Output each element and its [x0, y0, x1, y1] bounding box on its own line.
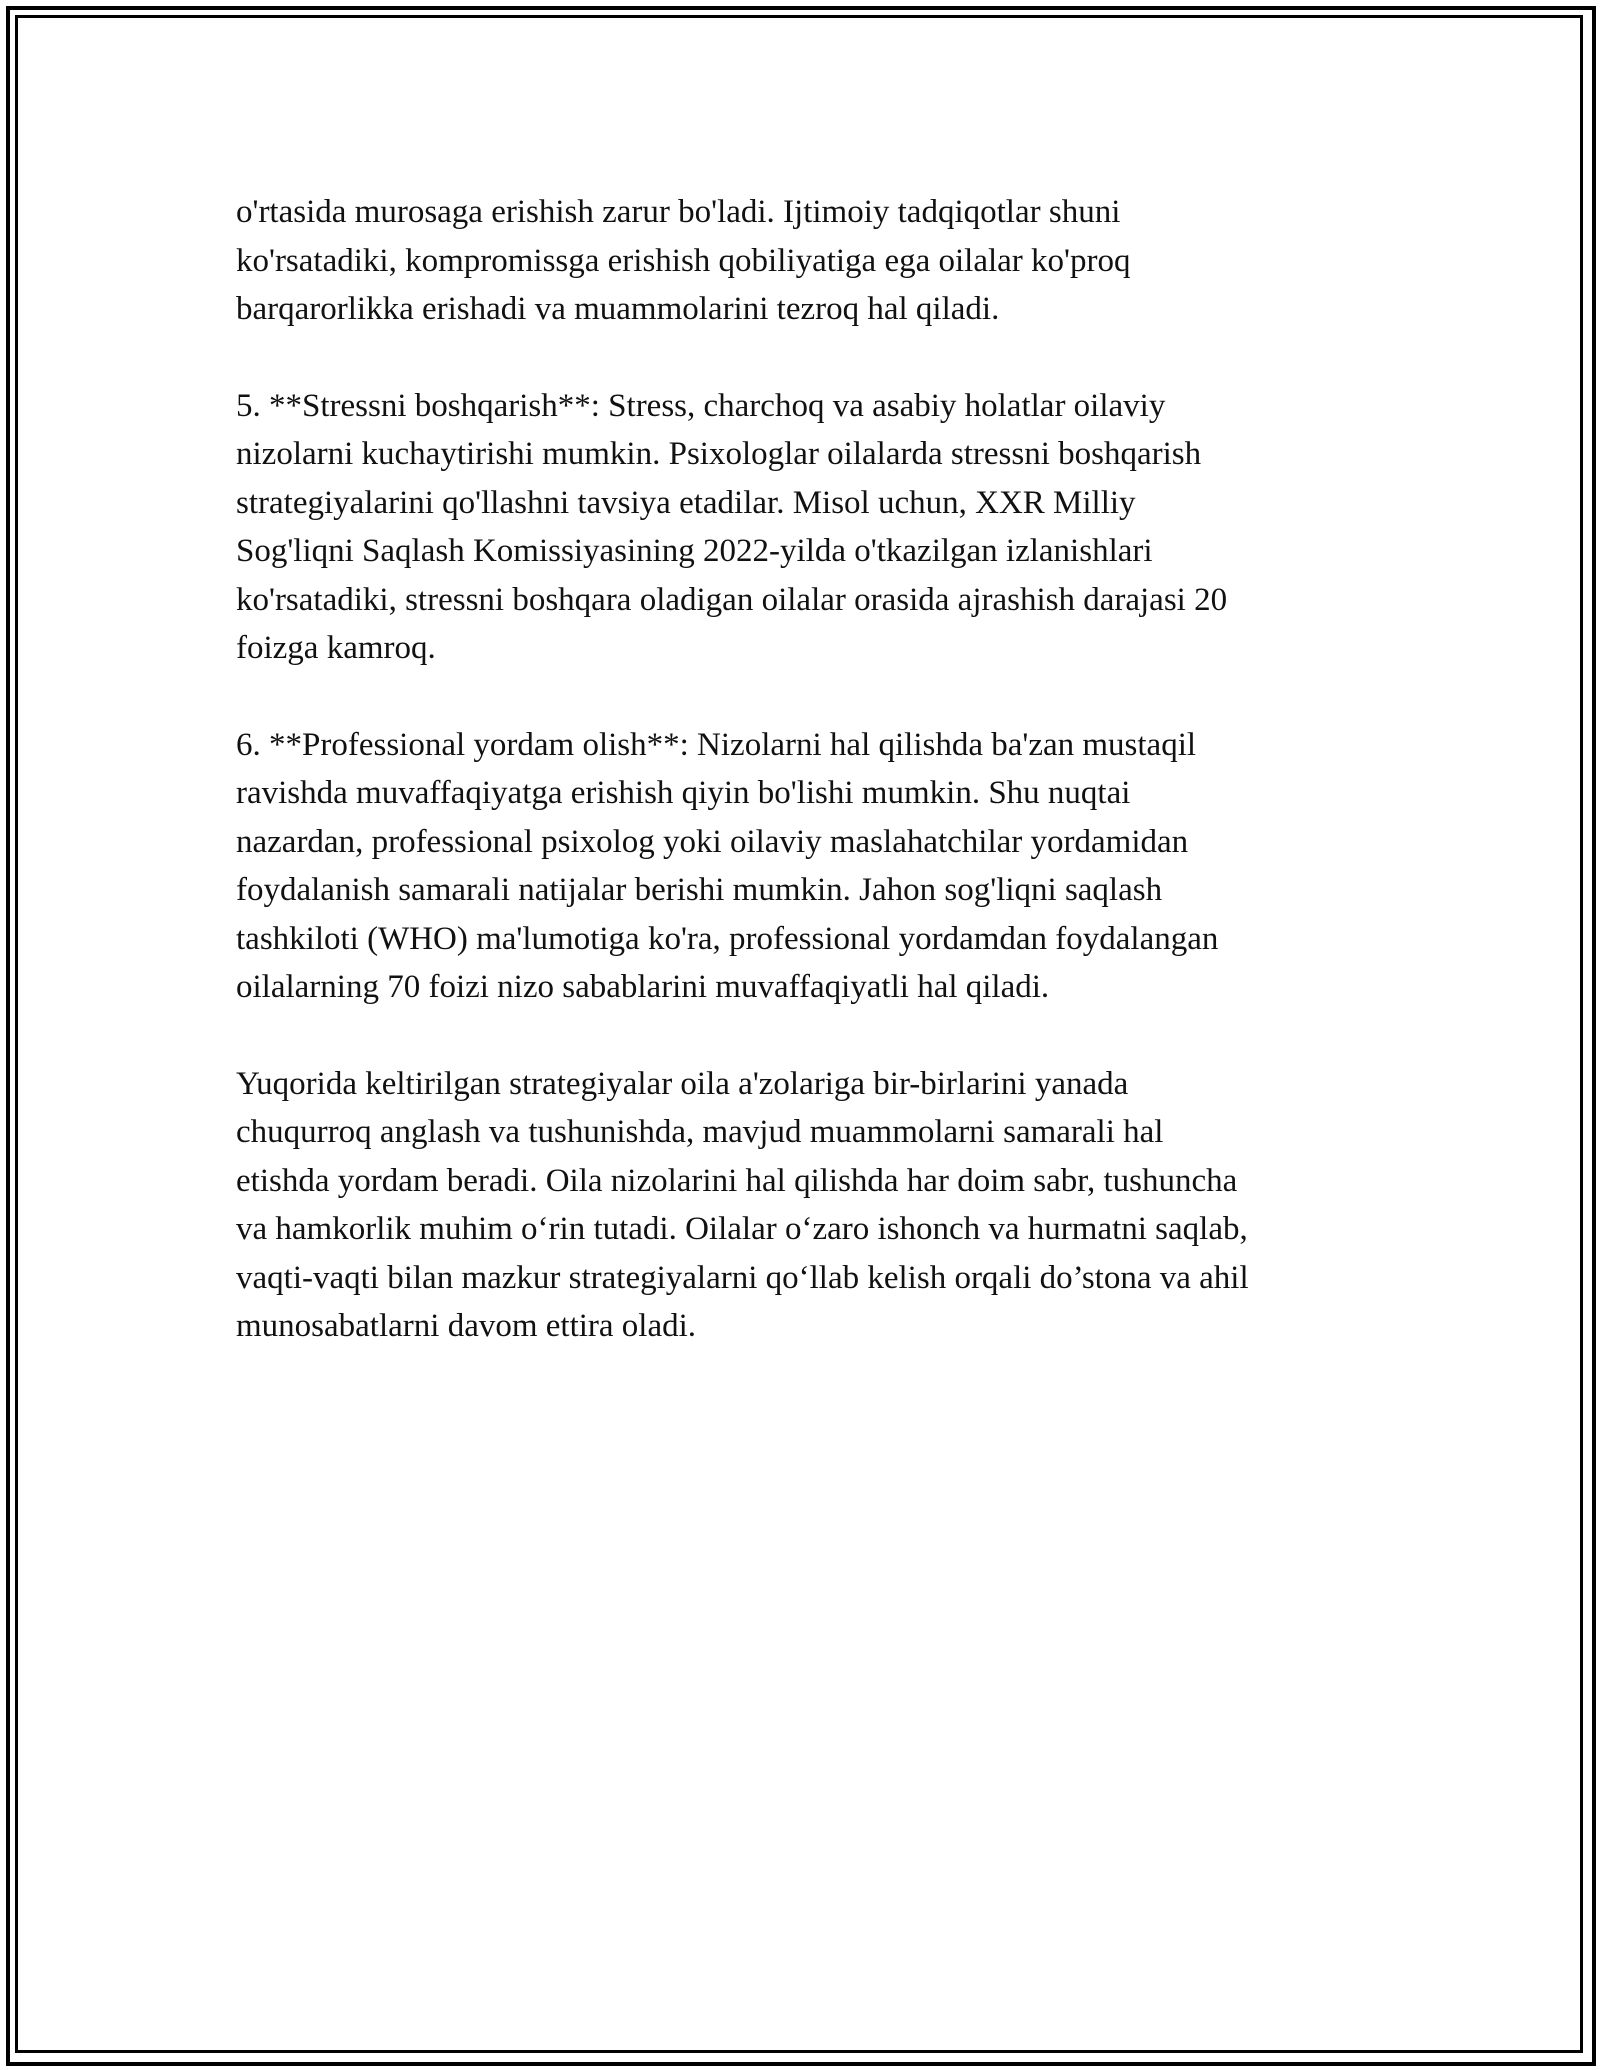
- text-line: nizolarni kuchaytirishi mumkin. Psixologlar oilalarda stressni boshqarish: [236, 436, 1202, 472]
- text-line: oilalarning 70 foizi nizo sabablarini muvaffaqiyatli hal qiladi.: [236, 969, 1050, 1005]
- text-line: foizga kamroq.: [236, 630, 436, 666]
- text-line: va hamkorlik muhim o‘rin tutadi. Oilalar o‘zaro ishonch va hurmatni saqlab,: [236, 1211, 1248, 1247]
- text-line: 6. **Professional yordam olish**: Nizolarni hal qilishda ba'zan mustaqil: [236, 726, 1197, 763]
- text-line: nazardan, professional psixolog yoki oilaviy maslahatchilar yordamidan: [236, 823, 1189, 860]
- document-body: [236, 188, 1366, 1399]
- text-line: Yuqorida keltirilgan strategiyalar oila a'zolariga bir-birlarini yanada: [236, 1065, 1129, 1102]
- text-line: barqarorlikka erishadi va muammolarini tezroq hal qiladi.: [236, 291, 1000, 327]
- paragraph-professional-help: [236, 721, 1366, 1012]
- text-line: 5. **Stressni boshqarish**: Stress, charchoq va asabiy holatlar oilaviy: [236, 387, 1166, 424]
- text-line: ravishda muvaffaqiyatga erishish qiyin bo'lishi mumkin. Shu nuqtai: [236, 775, 1131, 811]
- text-line: o'rtasida murosaga erishish zarur bo'ladi. Ijtimoiy tadqiqotlar shuni: [236, 194, 1121, 230]
- paragraph-conclusion: [236, 1060, 1366, 1351]
- text-line: strategiyalarini qo'llashni tavsiya etadilar. Misol uchun, XXR Milliy: [236, 484, 1136, 521]
- text-line: munosabatlarni davom ettira oladi.: [236, 1308, 697, 1344]
- text-line: etishda yordam beradi. Oila nizolarini hal qilishda har doim sabr, tushuncha: [236, 1162, 1238, 1199]
- text-line: chuqurroq anglash va tushunishda, mavjud muammolarni samarali hal: [236, 1114, 1164, 1150]
- text-line: ko'rsatadiki, stressni boshqara oladigan oilalar orasida ajrashish darajasi 20: [236, 581, 1228, 618]
- paragraph-compromise-continuation: [236, 188, 1366, 334]
- text-line: foydalanish samarali natijalar berishi mumkin. Jahon sog'liqni saqlash: [236, 872, 1163, 908]
- text-line: vaqti-vaqti bilan mazkur strategiyalarni qo‘llab kelish orqali do’stona va ahil: [236, 1259, 1249, 1296]
- paragraph-stress-management: [236, 382, 1366, 673]
- text-line: Sog'liqni Saqlash Komissiyasining 2022-yilda o'tkazilgan izlanishlari: [236, 533, 1153, 569]
- text-line: ko'rsatadiki, kompromissga erishish qobiliyatiga ega oilalar ko'proq: [236, 242, 1131, 279]
- text-line: tashkiloti (WHO) ma'lumotiga ko'ra, professional yordamdan foydalangan: [236, 920, 1219, 957]
